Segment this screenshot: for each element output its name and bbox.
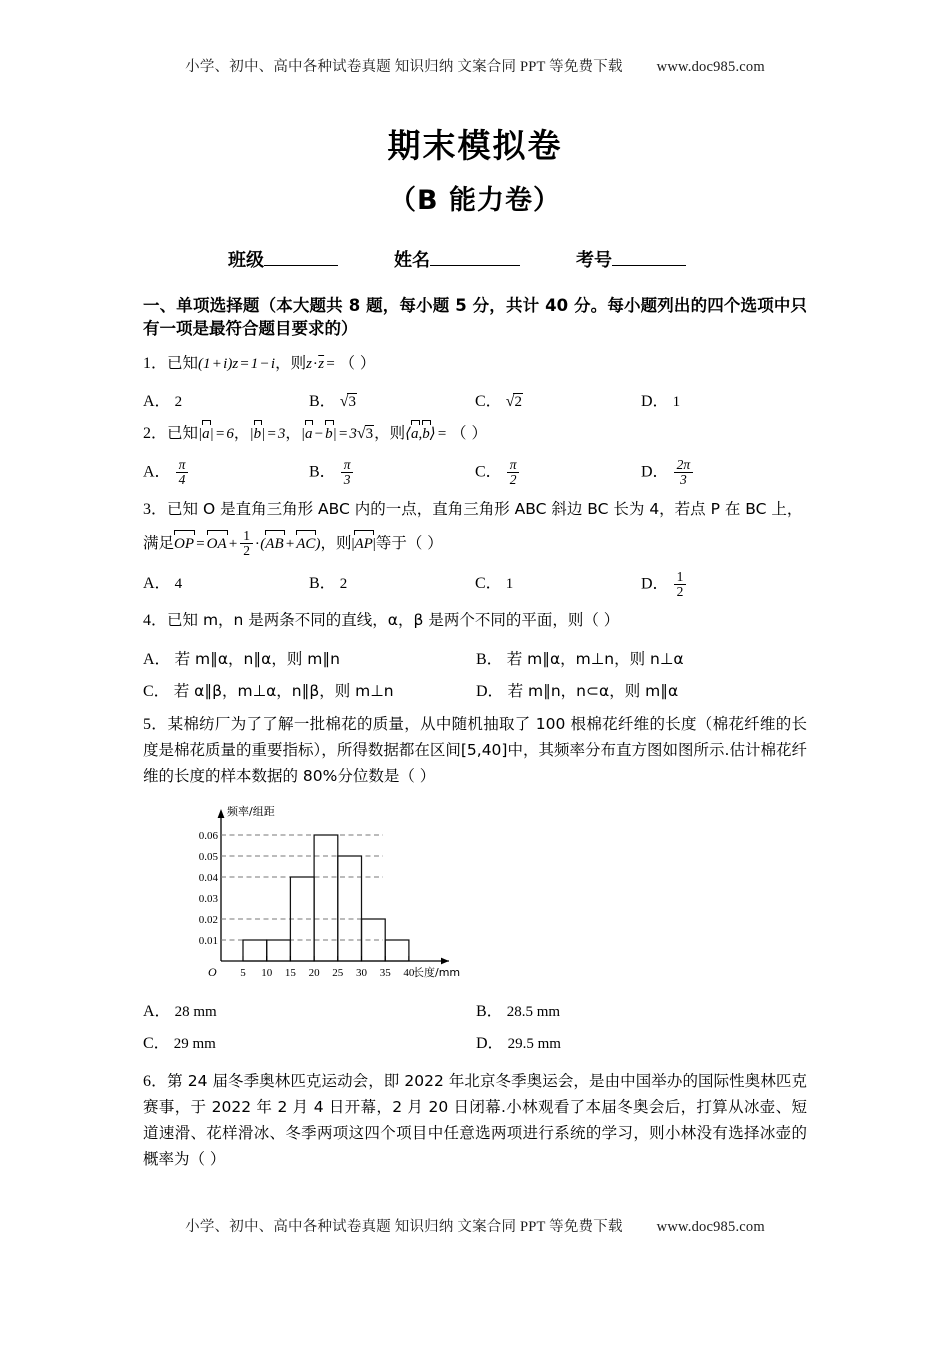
question-6-stem: 第 24 届冬季奥林匹克运动会，即 2022 年北京冬季奥运会，是由中国举办的国际性奥林匹克赛事，于 2022 年 2 月 4 日开幕，2 月 20 日闭幕.小林观看了本届冬奥会后，打算从冰壶、短道速滑、花样滑冰、冬季两项这四个项目中任意选两项进行系统的学习，则小林没有选择冰壶的概率为（ ） (143, 1071, 807, 1168)
name-blank[interactable] (430, 265, 520, 266)
question-2-cond-3: |a − b| = 3√3 (301, 426, 374, 442)
section-heading: 一、单项选择题（本大题共 8 题，每小题 5 分，共计 40 分。每小题列出的四个选项中只有一项是最符合题目要求的） (143, 295, 807, 339)
page-header (0, 55, 950, 76)
header-website-url: www.doc985.com (656, 59, 765, 75)
question-1-answer-paren: （ ） (339, 353, 376, 372)
x-tick-30: 30 (356, 966, 367, 979)
bar-30-35 (362, 919, 386, 961)
x-tick-labels (240, 967, 415, 979)
x-tick-5: 5 (240, 966, 246, 979)
question-5-option-c[interactable]: C． 29 mm (143, 1034, 216, 1052)
question-3-option-a[interactable]: A． 4 (143, 574, 183, 592)
page-title: 期末模拟卷 (387, 126, 563, 165)
question-1 (143, 352, 807, 376)
y-tick-labels (199, 830, 219, 947)
fraction-2pi-over-3: $\frac{2\pi}{3}$ (674, 458, 694, 487)
bar-35-40 (385, 940, 409, 961)
question-4-option-a[interactable]: A． 若 m∥α，n∥α，则 m∥n (143, 649, 340, 668)
fraction-1-over-2: $\frac{1}{2}$ (674, 570, 687, 599)
question-2-cond-2: |b| = 3 (249, 426, 285, 442)
y-tick-0.06: 0.06 (198, 829, 218, 842)
exam-no-label: 考号 (576, 249, 612, 271)
question-3-option-b[interactable]: B． 2 (309, 574, 348, 592)
question-3-line-1: 已知 O 是直角三角形 ABC 内的一点，直角三角形 ABC 斜边 BC 长为 4，若点 P 在 BC 上， (167, 499, 803, 518)
question-5-option-b[interactable]: B． 28.5 mm (476, 1002, 561, 1020)
page-subtitle: （B 能力卷） (389, 185, 561, 217)
y-tick-0.03: 0.03 (198, 892, 218, 905)
y-tick-0.02: 0.02 (198, 913, 218, 926)
footer-website-url: www.doc985.com (656, 1219, 765, 1235)
fraction-pi-over-3: $\frac{\pi}{3}$ (341, 458, 354, 487)
frequency-histogram-figure (161, 801, 807, 986)
x-tick-40: 40 (403, 966, 415, 979)
x-axis-arrow-icon (441, 957, 449, 964)
bar-20-25 (314, 835, 338, 961)
question-4-option-c[interactable]: C． 若 α∥β，m⊥α，n∥β，则 m⊥n (143, 681, 394, 700)
header-promo-text: 小学、初中、高中各种试卷真题 知识归纳 文案合同 PPT 等免费下载 (185, 59, 623, 75)
question-3-line2-suffix: 等于（ ） (375, 534, 443, 553)
question-2-cond-1: |a| = 6 (198, 426, 234, 442)
question-2-expression: ⟨a,b⟩ = (405, 426, 447, 442)
question-3-magnitude: |AP| (351, 536, 375, 552)
exam-no-blank[interactable] (612, 265, 686, 266)
question-3 (143, 498, 807, 522)
fraction-pi-over-2: $\frac{\pi}{2}$ (507, 458, 520, 487)
bar-10-15 (267, 940, 291, 961)
question-4-option-b[interactable]: B． 若 m∥α，m⊥n，则 n⊥α (476, 649, 684, 668)
footer-promo-text: 小学、初中、高中各种试卷真题 知识归纳 文案合同 PPT 等免费下载 (185, 1219, 623, 1235)
question-6 (143, 1069, 807, 1173)
question-5-options-row-2 (143, 1030, 807, 1053)
question-4-options-row-2 (143, 678, 807, 701)
question-2-option-c[interactable]: C． $\frac{\pi}{2}$ (475, 458, 641, 487)
question-6-number: 6． (143, 1072, 168, 1090)
question-2-stem-prefix: 已知 (167, 424, 199, 443)
histogram-bars (243, 835, 409, 961)
question-2: 2．已知|a| = 6，|b| = 3，|a − b| = 3√3，则⟨a,b⟩ = （ ） (143, 422, 807, 446)
bar-25-30 (338, 856, 362, 961)
question-3-options (143, 570, 807, 599)
question-4-options-row-1 (143, 646, 807, 669)
question-5-stem: 某棉纺厂为了了解一批棉花的质量，从中随机抽取了 100 根棉花纤维的长度（棉花纤维的长度是棉花质量的重要指标），所得数据都在区间[5,40]中，其频率分布直方图如图所示.估计棉花纤维的长度的样本数据的 80%分位数是（ ） (143, 714, 807, 786)
question-5-options-row-1 (143, 998, 807, 1021)
question-1-option-c[interactable]: C． √2 (475, 393, 522, 411)
name-field[interactable] (394, 246, 520, 272)
y-axis-label: 频率/组距 (227, 804, 275, 818)
origin-label: O (208, 964, 217, 979)
x-tick-35: 35 (379, 966, 391, 979)
question-1-option-a[interactable]: A． 2 (143, 393, 183, 411)
question-3-line2-prefix: 满足 (143, 534, 175, 553)
bar-5-10 (243, 940, 267, 961)
question-1-equation: (1 + i)z = 1 − i (198, 355, 276, 372)
x-tick-10: 10 (261, 966, 273, 979)
sqrt-3-icon: √3 (339, 393, 356, 411)
question-4 (143, 609, 807, 633)
y-tick-0.04: 0.04 (198, 871, 218, 884)
question-2-options (143, 458, 807, 487)
name-label: 姓名 (394, 249, 430, 271)
question-3-option-d[interactable]: D． $\frac{1}{2}$ (641, 570, 807, 599)
question-2-option-a[interactable]: A． $\frac{\pi}{4}$ (143, 458, 309, 487)
question-1-option-d[interactable]: D． 1 (641, 393, 681, 411)
question-5-number: 5． (143, 715, 168, 733)
question-3-option-c[interactable]: C． 1 (475, 574, 514, 592)
frequency-distribution-histogram (161, 801, 471, 981)
question-3-line2-mid: ，则 (320, 534, 352, 553)
question-2-number: 2． (143, 425, 168, 443)
question-1-stem-mid: ，则 (275, 353, 307, 372)
question-3-line-2 (143, 529, 807, 558)
class-label: 班级 (228, 249, 264, 271)
sqrt-2-icon: √2 (505, 393, 522, 411)
class-field[interactable] (228, 246, 338, 272)
question-4-number: 4． (143, 612, 168, 630)
question-1-option-b[interactable]: B． √3 (309, 393, 356, 411)
exam-no-field[interactable] (576, 246, 686, 272)
question-1-options (143, 388, 807, 411)
question-1-expression: z · $\overline{z}$ = (306, 355, 336, 372)
x-tick-marks (243, 956, 409, 961)
question-4-option-d[interactable]: D． 若 m∥n，n⊂α，则 m∥α (476, 681, 679, 700)
question-4-stem: 已知 m，n 是两条不同的直线，α，β 是两个不同的平面，则（ ） (167, 611, 620, 630)
question-1-stem-prefix: 已知 (167, 353, 199, 372)
question-2-option-d[interactable]: D． $\frac{2\pi}{3}$ (641, 458, 807, 487)
class-blank[interactable] (264, 265, 338, 266)
y-tick-0.05: 0.05 (198, 850, 218, 863)
question-2-option-b[interactable]: B． $\frac{\pi}{3}$ (309, 458, 475, 487)
y-tick-0.01: 0.01 (198, 934, 218, 947)
fraction-pi-over-4: $\frac{\pi}{4}$ (176, 458, 189, 487)
question-5-option-d[interactable]: D． 29.5 mm (476, 1034, 561, 1052)
x-tick-25: 25 (332, 966, 344, 979)
question-5 (143, 712, 807, 791)
identity-fields (143, 216, 807, 272)
question-3-equation: OP = OA + $\frac{1}{2}$ · (AB + AC) (174, 528, 321, 559)
page-footer (0, 1215, 950, 1236)
question-3-number: 3． (143, 500, 168, 518)
x-tick-20: 20 (308, 966, 320, 979)
question-5-option-a[interactable]: A． 28 mm (143, 1002, 217, 1020)
question-1-number: 1． (143, 354, 168, 372)
x-tick-15: 15 (284, 966, 296, 979)
x-axis-label: 长度/mm (413, 965, 461, 979)
question-2-answer-paren: （ ） (451, 424, 487, 443)
y-axis-arrow-icon (218, 809, 225, 818)
